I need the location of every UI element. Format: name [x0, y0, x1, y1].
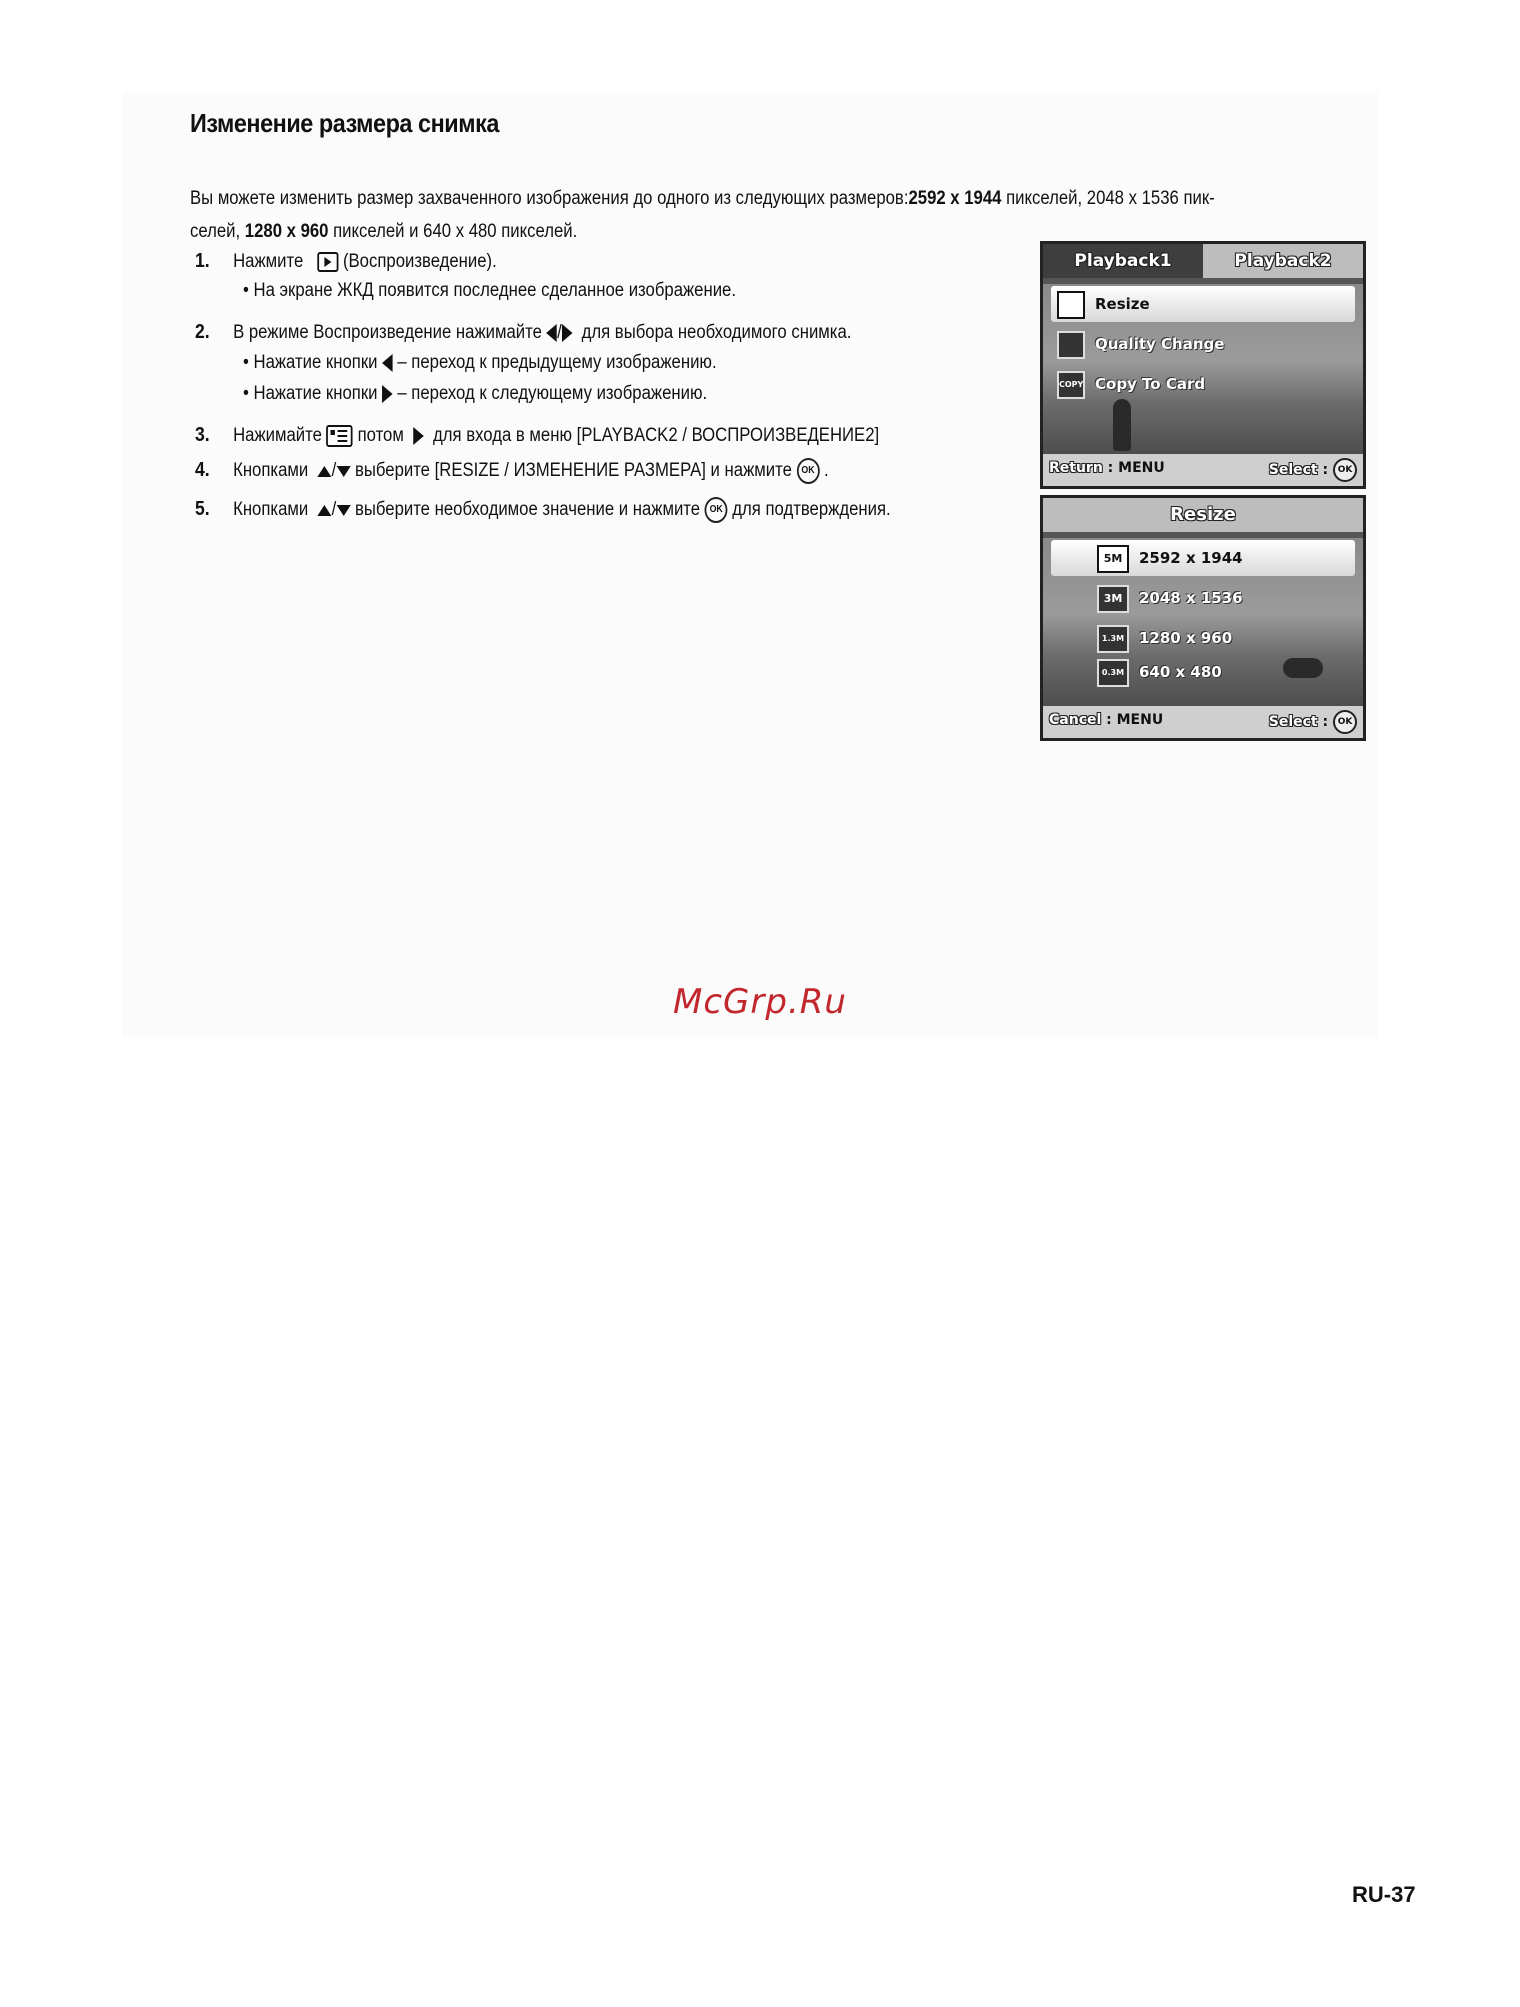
menu-item-quality-change[interactable]: Quality Change [1051, 326, 1355, 362]
lcd-footer [1043, 706, 1363, 738]
down-arrow-icon [336, 505, 350, 516]
cancel-hint: Cancel : MENU [1049, 712, 1164, 728]
menu-item-copy-to-card[interactable]: COPY Copy To Card [1051, 366, 1355, 402]
5m-icon: 5M [1097, 545, 1129, 573]
page-number: RU-37 [1352, 1882, 1416, 1907]
right-arrow-icon [413, 427, 424, 445]
watermark: McGrp.Ru [673, 982, 847, 1022]
return-hint: Return : MENU [1049, 460, 1165, 476]
quality-change-icon [1057, 331, 1085, 359]
resize-icon [1057, 291, 1085, 319]
step-2: 2. В режиме Воспроизведение нажимайте / для выбора необходимого снимка. [195, 321, 852, 343]
select-hint: Select : OK [1269, 458, 1357, 482]
select-hint: Select : OK [1269, 710, 1357, 734]
1-3m-icon: 1.3M [1097, 625, 1129, 653]
step-2-note-left: • Нажатие кнопки – переход к предыдущему изображению. [243, 352, 717, 373]
step-2-note-right: • Нажатие кнопки – переход к следующему изображению. [243, 383, 708, 404]
step-1: 1. Нажмите (Воспроизведение). [195, 250, 497, 272]
intro-paragraph: Вы можете изменить размер захваченного изображения до одного из следующих размеров:2592 x 1944 пикселей, 2048 x 1536 пик- селей, 1280 x 960 пикселей и 640 x 480 пикселей. [190, 188, 1215, 242]
step-1-note: • На экране ЖКД появится последнее сделанное изображение. [243, 280, 737, 301]
step-4: 4. Кнопками / выберите [RESIZE / ИЗМЕНЕНИЕ РАЗМЕРА] и нажмите OK . [195, 458, 829, 484]
left-arrow-icon [382, 354, 393, 372]
down-arrow-icon [336, 466, 350, 477]
resize-option-0-3m[interactable]: 0.3M 640 x 480 [1051, 654, 1355, 690]
lcd-footer [1043, 454, 1363, 486]
page-title: Изменение размера снимка [190, 108, 499, 138]
tree-image [1113, 399, 1131, 451]
step-3: 3. Нажимайте потом для входа в меню [PLAYBACK2 / ВОСПРОИЗВЕДЕНИЕ2] [195, 424, 880, 446]
menu-item-resize[interactable]: Resize [1051, 286, 1355, 322]
ok-button-icon: OK [797, 458, 820, 484]
playback-button-icon [317, 252, 338, 272]
ok-button-icon: OK [1333, 710, 1357, 734]
0-3m-icon: 0.3M [1097, 659, 1129, 687]
right-arrow-icon [562, 324, 573, 342]
lcd-playback-menu [1040, 241, 1366, 489]
step-5: 5. Кнопками / выберите необходимое значение и нажмите OK для подтверждения. [195, 497, 891, 523]
ok-button-icon: OK [705, 497, 728, 523]
right-arrow-icon [382, 385, 393, 403]
resize-option-3m[interactable]: 3M 2048 x 1536 [1051, 580, 1355, 616]
3m-icon: 3M [1097, 585, 1129, 613]
menu-button-icon [327, 425, 353, 447]
resize-option-5m[interactable]: 5M 2592 x 1944 [1051, 540, 1355, 576]
resize-option-1-3m[interactable]: 1.3M 1280 x 960 [1051, 620, 1355, 656]
lcd-tabs [1043, 244, 1363, 278]
tab-playback2[interactable]: Playback2 [1203, 244, 1363, 278]
up-arrow-icon [318, 466, 332, 477]
left-arrow-icon [547, 324, 558, 342]
copy-icon: COPY [1057, 371, 1085, 399]
lcd-resize-menu [1040, 495, 1366, 741]
up-arrow-icon [318, 505, 332, 516]
tab-playback1[interactable]: Playback1 [1043, 244, 1203, 278]
lcd-title: Resize [1043, 498, 1363, 532]
ok-button-icon: OK [1333, 458, 1357, 482]
